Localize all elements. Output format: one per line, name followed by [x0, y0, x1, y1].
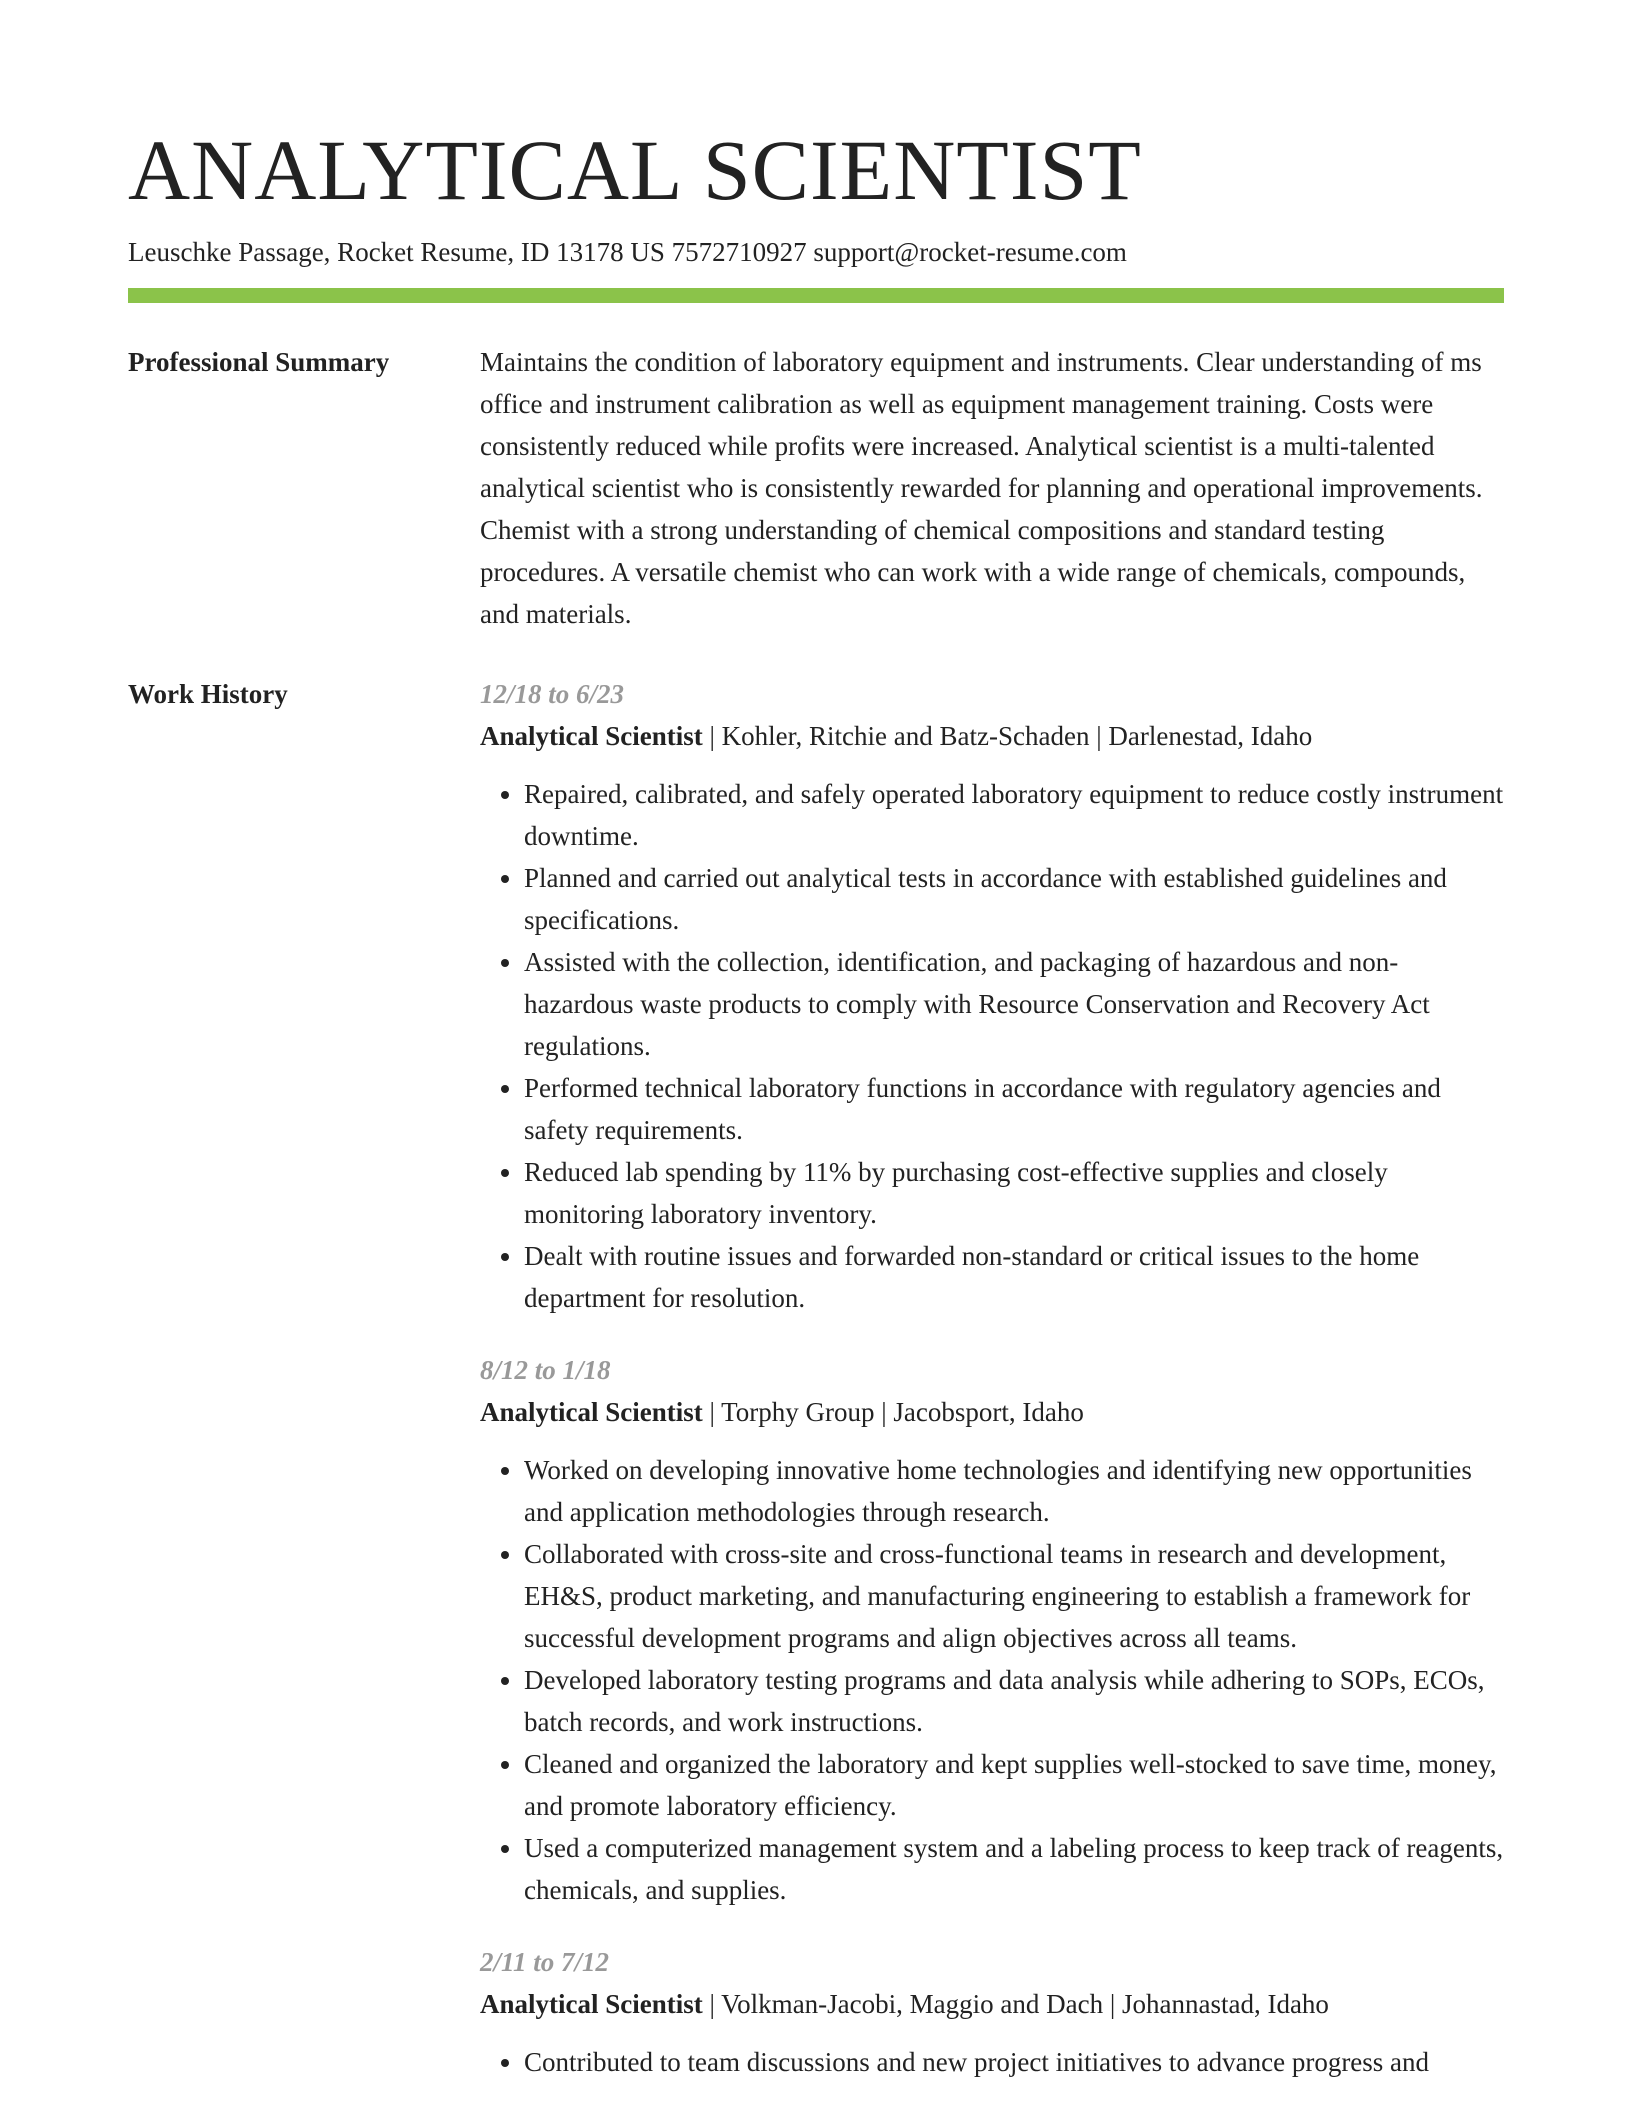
job-bullet: • Dealt with routine issues and forwarded non-standard or critical issues to the home department for resolution.	[524, 1235, 1504, 1319]
job-details: | Torphy Group | Jacobsport, Idaho	[702, 1397, 1084, 1427]
job-entry	[480, 673, 1504, 1319]
job-bullets	[480, 2041, 1504, 2083]
job-details: | Volkman-Jacobi, Maggio and Dach | Johannastad, Idaho	[702, 1989, 1329, 2019]
summary-section	[128, 341, 1504, 635]
job-bullets	[480, 773, 1504, 1319]
job-entry	[480, 1349, 1504, 1911]
job-bullet: • Collaborated with cross-site and cross-functional teams in research and development, EH&S, product marketing, and manufacturing engineering to establish a framework for successful development programs and align objectives across all teams.	[524, 1533, 1504, 1659]
summary-text: Maintains the condition of laboratory equipment and instruments. Clear understanding of ms office and instrument calibration as well as equipment management training. Costs were consistently reduced while profits were increased. Analytical scientist is a multi-talented analytical scientist who is consistently rewarded for planning and operational improvements. Chemist with a strong understanding of chemical compositions and standard testing procedures. A versatile chemist who can work with a wide range of chemicals, compounds, and materials.	[480, 347, 1483, 629]
job-dates: 8/12 to 1/18	[480, 1355, 611, 1385]
job-dates: 2/11 to 7/12	[480, 1947, 610, 1977]
job-bullet: • Reduced lab spending by 11% by purchasing cost-effective supplies and closely monitoring laboratory inventory.	[524, 1151, 1504, 1235]
job-bullet: • Assisted with the collection, identification, and packaging of hazardous and non-hazardous waste products to comply with Resource Conservation and Recovery Act regulations.	[524, 941, 1504, 1067]
job-title: Analytical Scientist	[480, 1397, 703, 1427]
job-dates: 12/18 to 6/23	[480, 679, 625, 709]
summary-label: Professional Summary	[128, 347, 390, 377]
job-details: | Kohler, Ritchie and Batz-Schaden | Darlenestad, Idaho	[702, 721, 1313, 751]
job-bullet: • Cleaned and organized the laboratory and kept supplies well-stocked to save time, money, and promote laboratory efficiency.	[524, 1743, 1504, 1827]
job-bullet: • Used a computerized management system and a labeling process to keep track of reagents, chemicals, and supplies.	[524, 1827, 1504, 1911]
contact-line	[128, 234, 1504, 270]
contact-email: support@rocket-resume.com	[813, 237, 1127, 267]
resume-name: ANALYTICAL SCIENTIST	[128, 122, 1142, 218]
accent-divider	[128, 288, 1504, 303]
job-entry	[480, 1941, 1504, 2083]
job-title: Analytical Scientist	[480, 1989, 703, 2019]
job-bullet: • Worked on developing innovative home technologies and identifying new opportunities and application methodologies through research.	[524, 1449, 1504, 1533]
job-title: Analytical Scientist	[480, 721, 703, 751]
job-bullet: • Contributed to team discussions and new project initiatives to advance progress and	[524, 2041, 1504, 2083]
job-title-line	[480, 715, 1504, 757]
work-history-section	[128, 673, 1504, 2113]
job-bullet: • Planned and carried out analytical tests in accordance with established guidelines and specifications.	[524, 857, 1504, 941]
job-list	[480, 673, 1504, 2113]
job-bullet: • Repaired, calibrated, and safely operated laboratory equipment to reduce costly instrument downtime.	[524, 773, 1504, 857]
job-bullets	[480, 1449, 1504, 1911]
work-history-label: Work History	[128, 679, 288, 709]
job-title-line	[480, 1391, 1504, 1433]
resume-page	[128, 118, 1504, 2113]
job-bullet: • Performed technical laboratory functions in accordance with regulatory agencies and safety requirements.	[524, 1067, 1504, 1151]
job-title-line	[480, 1983, 1504, 2025]
contact-phone: 7572710927	[671, 237, 807, 267]
job-bullet: • Developed laboratory testing programs and data analysis while adhering to SOPs, ECOs, batch records, and work instructions.	[524, 1659, 1504, 1743]
contact-address: Leuschke Passage, Rocket Resume, ID 13178 US	[128, 237, 665, 267]
